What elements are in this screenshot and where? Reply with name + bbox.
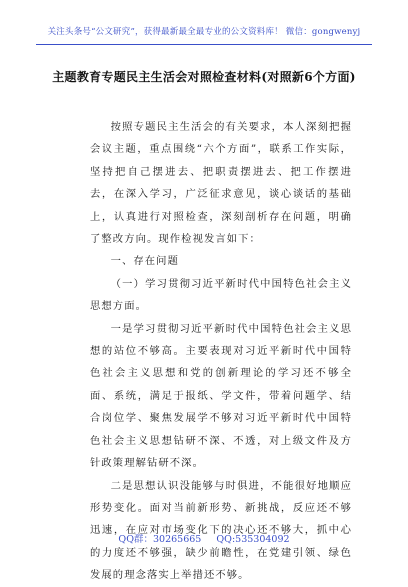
section-heading: 一、存在问题 [110, 255, 179, 268]
document-title: 主题教育专题民主生活会对照检查材料(对照新6个方面) [52, 70, 356, 84]
document-body [90, 116, 352, 587]
footer-qq-group: QQ群：30265665 [118, 534, 202, 545]
footer-qq-number: QQ:535304092 [216, 534, 290, 545]
header-note: 关注头条号“公文研究”，获得最新最全最专业的公文资料库！ 微信：gongwenyj [47, 27, 361, 37]
footer-contact [0, 531, 408, 545]
header-divider [36, 44, 372, 45]
subsection-heading: （一）学习贯彻习近平新时代中国特色社会主义思想方面。 [90, 277, 352, 313]
paragraph-point-one: 一是学习贯彻习近平新时代中国特色社会主义思想的站位不够高。主要表现对习近平新时代中国特色社会主义思想和党的创新理论的学习还不够全面、系统，满足于报纸、学文件，带着问题学、结合岗位学、聚焦发展学不够对习近平新时代中国特色社会主义思想钻研不深、不透，对上级文件及方针政策理解钻研不深。 [90, 322, 352, 470]
paragraph-point-two: 二是思想认识没能够与时俱进，不能很好地顺应形势变化。面对当前新形势、新挑战，反应还不够迅速，在应对市场变化下的决心还不够大，抓中心的力度还不够强，缺少前瞻性，在党建引领、绿色发展的理念落实上举措还不够。 [90, 479, 352, 582]
paragraph-intro: 按照专题民主生活会的有关要求，本人深刻把握会议主题，重点围绕“六个方面”，联系工作实际，坚持把自己摆进去、把职责摆进去、把工作摆进去，在深入学习，广泛征求意见，谈心谈话的基础上，认真进行对照检查，深刻剖析存在问题，明确了整改方向。现作检视发言如下： [90, 121, 352, 246]
